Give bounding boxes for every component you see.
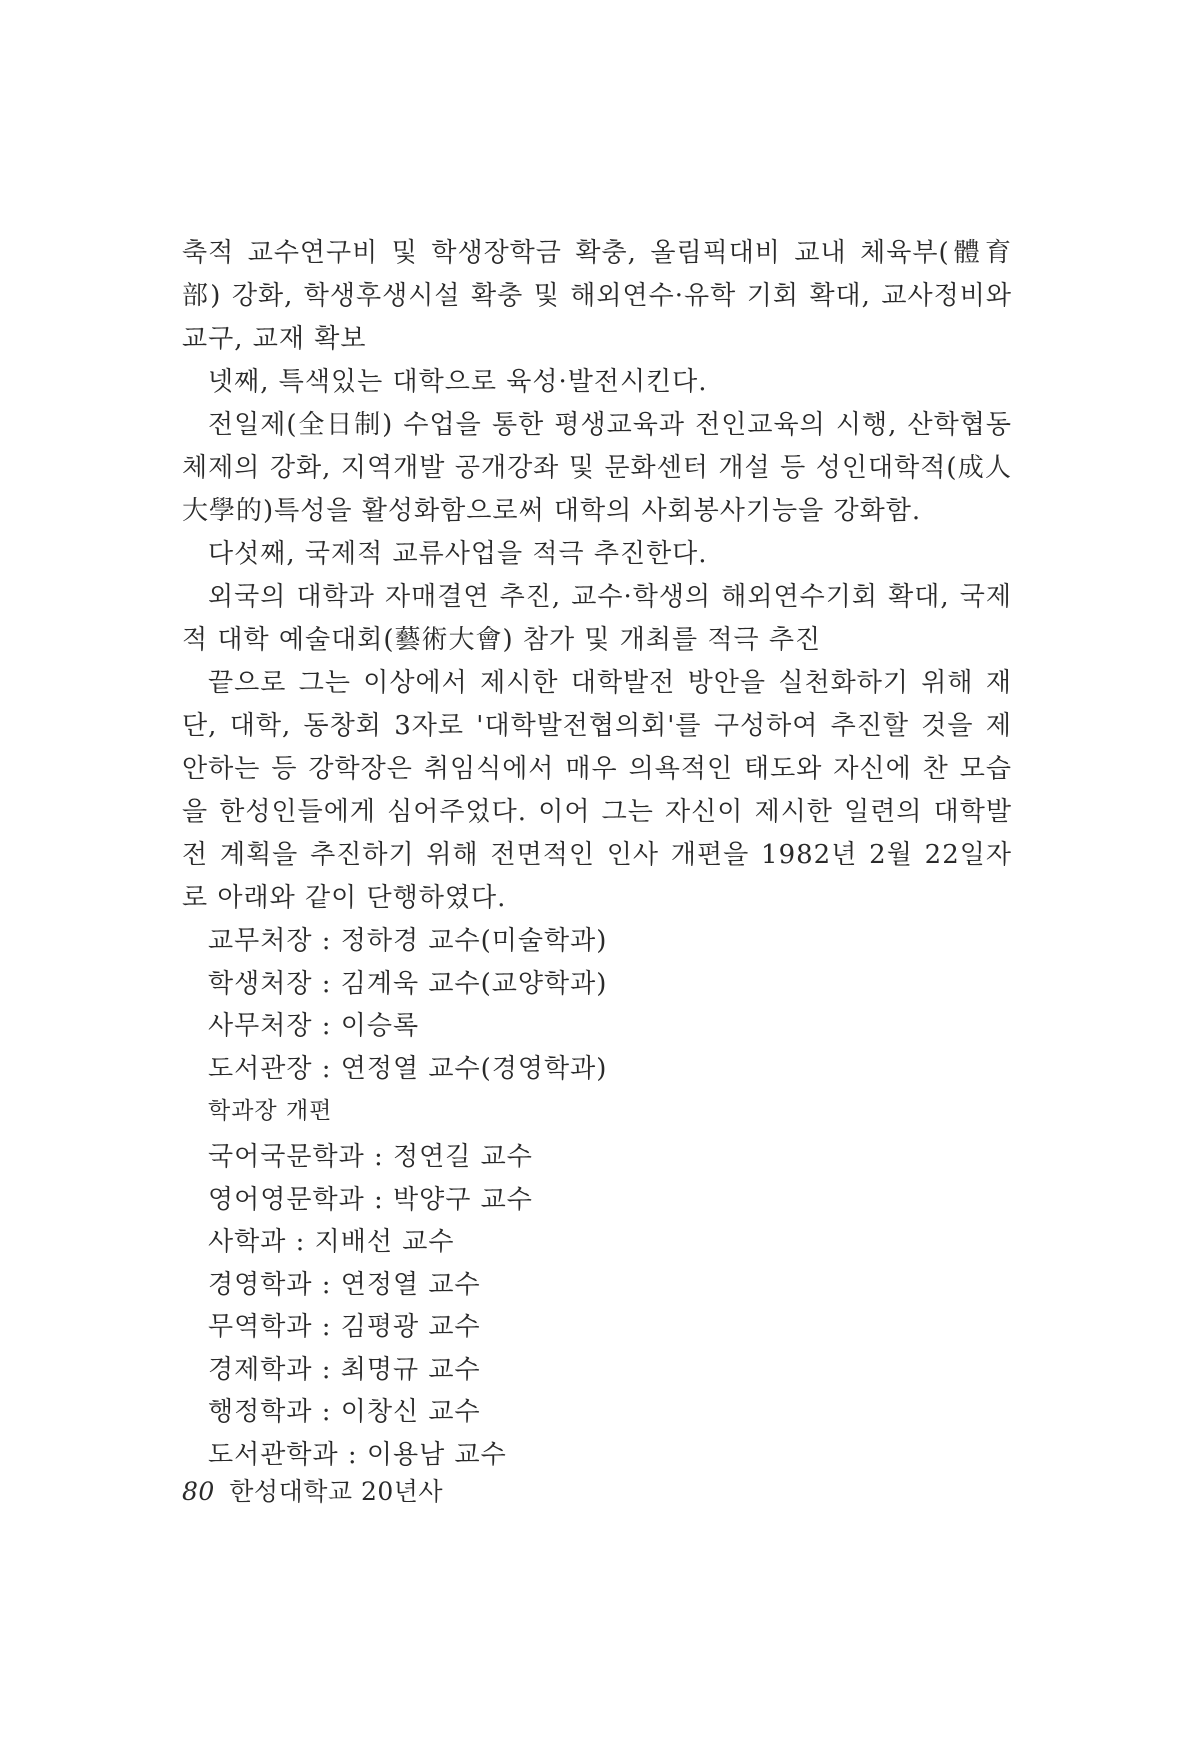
- list-item: 도서관장 : 연정열 교수(경영학과): [208, 1053, 608, 1084]
- department-head-list: [182, 1136, 1012, 1476]
- body-text: [182, 232, 1012, 1476]
- paragraph-6: 끝으로 그는 이상에서 제시한 대학발전 방안을 실천화하기 위해 재단, 대학, 동창회 3자로 '대학발전협의회'를 구성하여 추진할 것을 제안하는 등 강학장은 취임식에서 매우 의욕적인 태도와 자신에 찬 모습을 한성인들에게 심어주었다. 이어 그는 자신이 제시한 일련의 대학발전 계획을 추진하기 위해 전면적인 인사 개편을 1982년 2월 22일자로 아래와 같이 단행하였다.: [182, 668, 1012, 913]
- list-item: 무역학과 : 김평광 교수: [208, 1312, 481, 1342]
- list-item: 행정학과 : 이창신 교수: [208, 1397, 481, 1427]
- paragraph-5: 외국의 대학과 자매결연 추진, 교수·학생의 해외연수기회 확대, 국제적 대학 예술대회(藝術大會) 참가 및 개최를 적극 추진: [182, 582, 1012, 655]
- list-item: 경영학과 : 연정열 교수: [208, 1269, 481, 1300]
- book-title: 한성대학교 20년사: [229, 1477, 444, 1506]
- list-item: 학생처장 : 김계욱 교수(교양학과): [208, 968, 608, 999]
- section-heading-5: 다섯째, 국제적 교류사업을 적극 추진한다.: [208, 539, 708, 569]
- paragraph-1: 축적 교수연구비 및 학생장학금 확충, 올림픽대비 교내 체육부(體育部) 강화, 학생후생시설 확충 및 해외연수·유학 기회 확대, 교사정비와 교구, 교재 확보: [182, 238, 1012, 354]
- list-item: 사학과 : 지배선 교수: [208, 1227, 455, 1257]
- list-item: 사무처장 : 이승록: [208, 1011, 420, 1041]
- section-heading-4: 넷째, 특색있는 대학으로 육성·발전시킨다.: [208, 367, 708, 397]
- paragraph-4: 전일제(全日制) 수업을 통한 평생교육과 전인교육의 시행, 산학협동체제의 강화, 지역개발 공개강좌 및 문화센터 개설 등 성인대학적(成人大學的)특성을 활성화함으로써 대학의 사회봉사기능을 강화함.: [182, 410, 1012, 526]
- appointment-list: [182, 920, 1012, 1090]
- page-number: 80: [182, 1477, 215, 1506]
- page-footer: [182, 1472, 443, 1508]
- list-item: 도서관학과 : 이용남 교수: [208, 1439, 507, 1470]
- dept-heading: 학과장 개편: [208, 1098, 333, 1124]
- list-item: 교무처장 : 정하경 교수(미술학과): [208, 926, 608, 956]
- list-item: 영어영문학과 : 박양구 교수: [208, 1184, 533, 1215]
- list-item: 국어국문학과 : 정연길 교수: [208, 1142, 533, 1172]
- list-item: 경제학과 : 최명규 교수: [208, 1354, 481, 1385]
